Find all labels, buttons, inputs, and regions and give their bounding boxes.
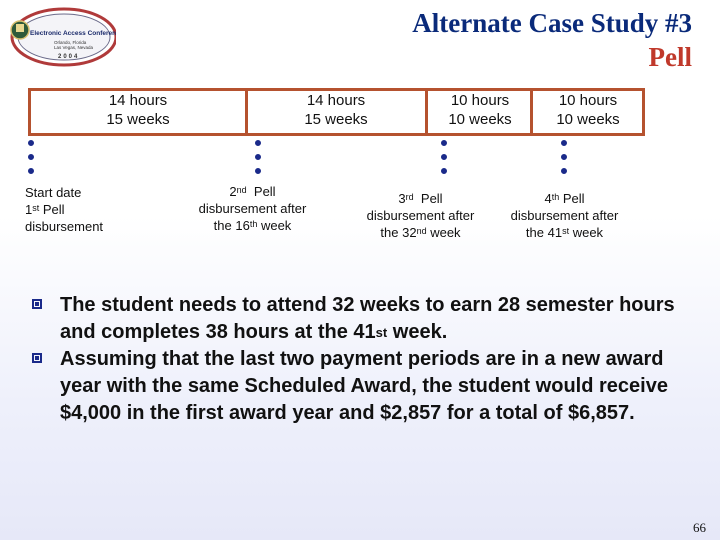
caption-line: the 32nd week bbox=[380, 225, 461, 240]
conference-logo bbox=[6, 6, 116, 68]
logo-year: 2004 bbox=[58, 54, 80, 60]
disbursement-marker bbox=[441, 140, 447, 174]
marker-caption-2 bbox=[180, 183, 325, 234]
timeline-segment-2 bbox=[256, 91, 416, 129]
segment-hours: 10 hours bbox=[558, 92, 618, 109]
caption-line: Start date bbox=[25, 185, 82, 200]
segment-hours: 14 hours bbox=[306, 92, 366, 109]
caption-line: the 41st week bbox=[525, 225, 604, 240]
marker-caption-1 bbox=[25, 184, 103, 235]
disbursement-marker bbox=[28, 140, 34, 174]
logo-places-2: Las Vegas, Nevada bbox=[54, 45, 94, 50]
conference-logo-graphic bbox=[6, 6, 116, 68]
bullet-item: Assuming that the last two payment periods are in a new award year with the same Scheduled Award, the student would receive $4,000 in the first award year and $2,857 for a total of $6,857. bbox=[56, 346, 676, 427]
caption-line: disbursement after bbox=[198, 201, 307, 216]
logo-places: Orlando, Florida bbox=[54, 40, 87, 45]
slide-title bbox=[412, 6, 692, 74]
caption-line: 3rd Pell bbox=[398, 191, 443, 206]
page-number: 66 bbox=[693, 520, 706, 535]
bullet-item: The student needs to attend 32 weeks to earn 28 semester hours and completes 38 hours at the 41st week. bbox=[56, 292, 676, 346]
timeline-divider bbox=[245, 88, 248, 136]
disbursement-marker bbox=[561, 140, 567, 174]
title-line-2: Pell bbox=[648, 42, 692, 72]
disbursement-marker bbox=[255, 140, 261, 174]
caption-line: disbursement after bbox=[366, 208, 475, 223]
segment-weeks: 10 weeks bbox=[448, 111, 512, 128]
segment-weeks: 10 weeks bbox=[556, 111, 620, 128]
caption-line: the 16th week bbox=[213, 218, 292, 233]
segment-hours: 14 hours bbox=[108, 92, 168, 109]
square-bullet-icon bbox=[32, 353, 42, 363]
caption-line: disbursement after bbox=[510, 208, 619, 223]
caption-line: disbursement bbox=[25, 219, 104, 234]
timeline-segment-1 bbox=[58, 91, 218, 129]
marker-caption-3 bbox=[348, 190, 493, 241]
timeline-segment-3 bbox=[430, 91, 530, 129]
segment-weeks: 15 weeks bbox=[106, 111, 170, 128]
marker-caption-4 bbox=[492, 190, 637, 241]
caption-line: 1st Pell bbox=[25, 202, 65, 217]
caption-line: 2nd Pell bbox=[229, 184, 276, 199]
segment-hours: 10 hours bbox=[450, 92, 510, 109]
timeline-segment-4 bbox=[538, 91, 638, 129]
timeline-divider bbox=[530, 88, 533, 136]
title-line-1: Alternate Case Study #3 bbox=[412, 8, 692, 38]
square-bullet-icon bbox=[32, 299, 42, 309]
logo-name: Electronic Access Conference bbox=[30, 30, 116, 37]
segment-weeks: 15 weeks bbox=[304, 111, 368, 128]
timeline-divider bbox=[425, 88, 428, 136]
bullet-list bbox=[56, 292, 676, 427]
caption-line: 4th Pell bbox=[544, 191, 585, 206]
